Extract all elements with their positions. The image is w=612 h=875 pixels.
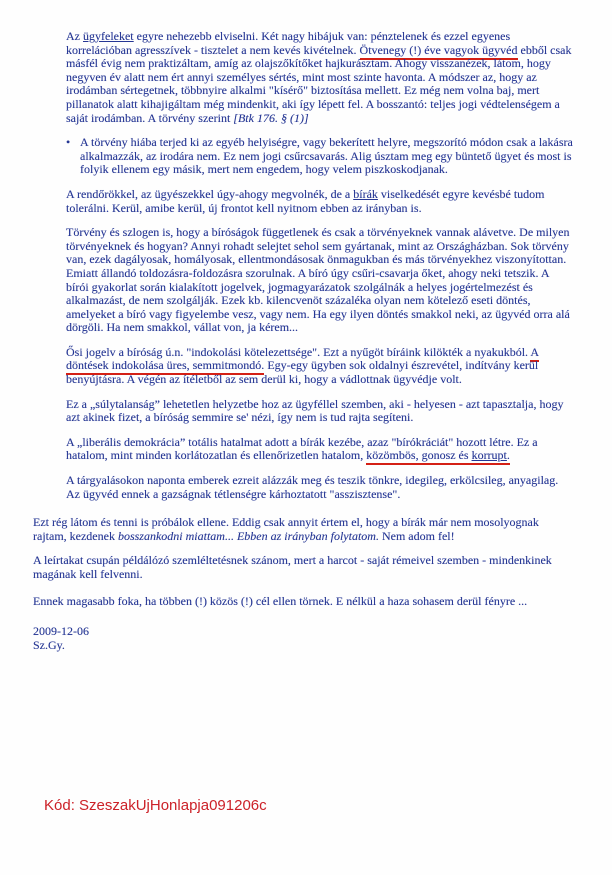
- intro-paragraph: [66, 30, 573, 125]
- text-segment: Ez a „súlytalanság” lehetetlen helyzetbe hoz az ügyféllel szemben, aki - helyesen - azt tapasztalja, hogy azt akinek fizet, a bíróság semmire se' nézi, így nem is tud rajta segíteni.: [66, 396, 564, 425]
- text-segment: Törvény és szlogen is, hogy a bíróságok függetlenek és csak a törvényeknek vannak alávetve. De milyen törvényeknek és hogyan? Annyi rohadt selejtet sehol sem gyártanak, mint az Országházban. Sok törvény van, ezek dagályosak, homályosak, ellentmondásosak önmagukban és más törvényekhez viszonyítottan. Emiatt állandó toldozásra-foldozásra szorulnak. A bíró úgy csűri-csavarja őket, ahogy neki tetszik. A bírói gyakorlat során kialakított jogelvek, jogmagyarázatok szolgálnák a helyes jogértelmezést és alkalmazást, de nem szolgálják. Ezek kb. kilencvenöt százaléka olyan nem kötelező eseti döntés, amelyeket a bíró vagy figyelembe vesz, vagy nem. Ha egy ilyen döntés smakkol neki, az ügyvéd orra alá dörgöli. Ha nem smakkol, vállat von, ja kérem...: [66, 225, 570, 335]
- text-segment: ügyfeleket: [83, 29, 134, 43]
- text-segment: [Btk 176. § (1)]: [233, 110, 309, 125]
- text-segment: 2009-12-06: [33, 624, 89, 639]
- police-judges-paragraph: [66, 188, 573, 215]
- text-segment: Sz.Gy.: [33, 637, 65, 652]
- laws-paragraph: [66, 226, 573, 335]
- text-segment: Ezt rég látom és tenni is próbálok ellene. Eddig csak annyit értem el, hogy a bírák már nem mosolyognak rajtam, kezdenek: [33, 515, 539, 543]
- weightlessness-paragraph: [66, 398, 573, 425]
- text-segment: Ennek magasabb foka, ha többen (!) közös (!) cél ellen törnek. E nélkül a haza sohasem derül fényre ...: [33, 593, 528, 608]
- text-segment: Egy-egy ügyben sok oldalnyi észrevétel, indítvány kerül benyújtásra. A végén az ítéletből az sem derül ki, hogy a vádlottnak ügyvédje volt.: [66, 358, 539, 387]
- date-line: [33, 625, 573, 639]
- reasoning-paragraph: [66, 346, 573, 387]
- text-segment: A törvény hiába terjed ki az egyéb helyiségre, vagy bekerített helyre, megszorító módon csak a lakásra alkalmazzák, az irodára nem. Ez nem jogi csűrcsavarás. Alig úsztam meg egy büntető ügyet és most is folyik ellenem egy másik, mert nem engedem, hogy velem piszkoskodjanak.: [80, 135, 573, 177]
- text-segment: bírák: [353, 186, 378, 201]
- text-segment: bosszankodni miattam... Ebben az irányban folytatom.: [117, 528, 379, 543]
- text-segment: .: [507, 448, 510, 465]
- text-segment: egyre nehezebb elviselni. Két nagy hibájuk van: pénztelenek és ezzel egyenes korrelációban agresszívek - tisztelet a nem kevés kivételnek.: [66, 29, 511, 57]
- text-segment: viselkedését egyre kevésbé tudom tolerálni. Kerül, amibe kerül, új frontot kell nyitnom ebben az irányban is.: [66, 186, 545, 215]
- text-segment: A „liberális demokrácia” totális hatalmat adott a bírák kezébe, azaz "bírókráciát" hozott létre. Ez a hatalom, mint minden korlátozatlan és ellenőrizetlen hatalom,: [66, 434, 538, 463]
- text-segment: A döntések indokolása üres, semmitmondó.: [66, 345, 539, 376]
- text-segment: korrupt: [472, 448, 507, 465]
- document-code: Kód: SzeszakUjHonlapja091206c: [44, 797, 267, 814]
- text-segment: Az: [66, 29, 83, 43]
- text-segment: közömbös, gonosz és: [366, 448, 471, 465]
- signature-line: [33, 639, 573, 653]
- bullet-paragraph: [66, 136, 573, 177]
- text-segment: Ötvenegy (!) éve vagyok ügyvéd: [360, 43, 518, 60]
- bullet-marker: •: [66, 135, 71, 150]
- text-segment: ebből csak másfél évig nem praktizáltam, amíg az olajszőkítőket hajkurásztam. Ahogy visszanézek, látom, hogy negyven év alatt nem ért annyi személyes sértés, mint most szinte havonta. A módszer az, hogy az irodámban sértegetnek, többnyire alkalmi "kísérő" biztosítása mellett. Ez még nem volna baj, mert pillanatok alatt kihajigáltam még mindenkit, aki így lépett fel. A bosszantó: teljes jogi védtelenségem a saját irodámban. A törvény szerint: [66, 42, 572, 125]
- text-segment: A leírtakat csupán példálózó szemléltetésnek szánom, mert a harcot - saját rémeivel szemben - mindenkinek magának kell felvenni.: [33, 553, 552, 581]
- illustration-paragraph: [33, 554, 573, 581]
- text-segment: Nem adom fel!: [378, 528, 455, 543]
- closing-paragraph: [33, 595, 573, 609]
- text-segment: Ősi jogelv a bíróság ú.n. "indokolási kötelezettsége". Ezt a nyűgöt bíráink kilökték a nyakukból.: [66, 344, 531, 359]
- resolve-paragraph: [33, 516, 573, 543]
- document-body: [33, 30, 573, 652]
- text-segment: A rendőrökkel, az ügyészekkel úgy-ahogy megvolnék, de a: [66, 186, 354, 201]
- trials-paragraph: [66, 474, 573, 501]
- liberal-democracy-paragraph: [66, 436, 573, 463]
- text-segment: A tárgyalásokon naponta emberek ezreit alázzák meg és teszik tönkre, idegileg, erkölcsileg, anyagilag. Az ügyvéd ennek a gazságnak tétlenségre kárhoztatott "asszisztense".: [66, 473, 559, 501]
